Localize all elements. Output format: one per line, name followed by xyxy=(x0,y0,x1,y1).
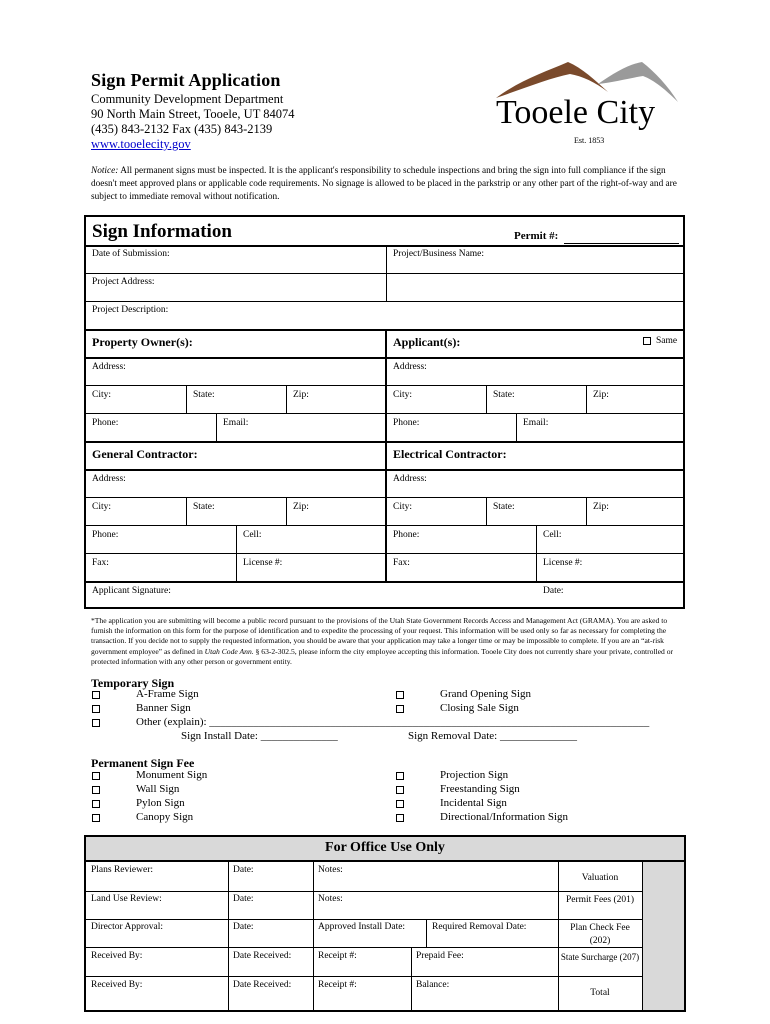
canopy-checkbox[interactable] xyxy=(92,814,100,822)
date-received-field-1[interactable]: Date Received: xyxy=(233,951,292,961)
wall-checkbox[interactable] xyxy=(92,786,100,794)
department-name: Community Development Department xyxy=(91,92,284,106)
owner-address-field[interactable]: Address: xyxy=(92,362,126,372)
general-contractor-heading: General Contractor: xyxy=(92,447,198,461)
gc-phone-field[interactable]: Phone: xyxy=(92,530,119,540)
owner-city-field[interactable]: City: xyxy=(92,390,112,400)
temporary-sign-heading: Temporary Sign xyxy=(91,676,175,690)
project-description-field[interactable]: Project Description: xyxy=(92,305,169,315)
tooele-city-logo xyxy=(490,58,685,150)
business-name-field[interactable]: Project/Business Name: xyxy=(393,249,485,259)
logo-wordmark: Tooele City xyxy=(496,94,656,131)
website-link[interactable]: www.tooelecity.gov xyxy=(91,137,191,151)
grama-text-2: § 63-2-302.5, please inform the city employee accepting this information. Tooele City does not currently share your private, controlled or protected information with any other person or government entity. xyxy=(91,646,674,666)
project-address-field[interactable]: Project Address: xyxy=(92,277,155,287)
banner-checkbox[interactable] xyxy=(92,705,100,713)
sign-information-table xyxy=(84,215,685,609)
notice-text xyxy=(91,165,683,204)
closing-sale-label: Closing Sale Sign xyxy=(440,702,519,714)
total-label: Total xyxy=(590,988,610,998)
gc-city-field[interactable]: City: xyxy=(92,502,112,512)
canopy-label: Canopy Sign xyxy=(136,811,194,823)
other-explain-field[interactable]: Other (explain): ________________________________________________________________________________ xyxy=(136,716,650,728)
closing-sale-checkbox[interactable] xyxy=(396,705,404,713)
grand-opening-label: Grand Opening Sign xyxy=(440,688,532,700)
permit-number-label: Permit #: xyxy=(514,230,559,242)
applicant-city-field[interactable]: City: xyxy=(393,390,413,400)
gc-fax-field[interactable]: Fax: xyxy=(92,558,109,568)
received-by-field-2[interactable]: Received By: xyxy=(91,980,143,990)
sign-install-date-field[interactable]: Sign Install Date: ______________ xyxy=(181,730,338,742)
plans-reviewer-date[interactable]: Date: xyxy=(233,865,254,875)
department-phone-fax: (435) 843-2132 Fax (435) 843-2139 xyxy=(91,122,273,136)
owner-phone-field[interactable]: Phone: xyxy=(92,418,119,428)
land-use-date[interactable]: Date: xyxy=(233,894,254,904)
same-label: Same xyxy=(656,336,678,346)
owner-state-field[interactable]: State: xyxy=(193,390,215,400)
ec-address-field[interactable]: Address: xyxy=(393,474,427,484)
a-frame-label: A-Frame Sign xyxy=(136,688,199,700)
ec-state-field[interactable]: State: xyxy=(493,502,515,512)
applicant-signature-field[interactable]: Applicant Signature: xyxy=(92,586,171,596)
director-approval-date[interactable]: Date: xyxy=(233,922,254,932)
receipt-field-1[interactable]: Receipt #: xyxy=(318,951,357,961)
gc-cell-field[interactable]: Cell: xyxy=(243,530,262,540)
applicant-zip-field[interactable]: Zip: xyxy=(593,390,609,400)
balance-field[interactable]: Balance: xyxy=(416,980,450,990)
gc-state-field[interactable]: State: xyxy=(193,502,215,512)
ec-fax-field[interactable]: Fax: xyxy=(393,558,410,568)
ec-city-field[interactable]: City: xyxy=(393,502,413,512)
applicant-email-field[interactable]: Email: xyxy=(523,418,549,428)
directional-checkbox[interactable] xyxy=(396,814,404,822)
monument-label: Monument Sign xyxy=(136,769,208,781)
pylon-label: Pylon Sign xyxy=(136,797,185,809)
date-received-field-2[interactable]: Date Received: xyxy=(233,980,292,990)
plans-reviewer-field[interactable]: Plans Reviewer: xyxy=(91,865,154,875)
grama-disclaimer xyxy=(91,616,683,667)
sign-info-title: Sign Information xyxy=(92,221,232,242)
property-owner-heading: Property Owner(s): xyxy=(92,335,193,349)
projection-checkbox[interactable] xyxy=(396,772,404,780)
applicant-phone-field[interactable]: Phone: xyxy=(393,418,420,428)
projection-label: Projection Sign xyxy=(440,769,509,781)
ec-zip-field[interactable]: Zip: xyxy=(593,502,609,512)
banner-label: Banner Sign xyxy=(136,702,191,714)
ec-cell-field[interactable]: Cell: xyxy=(543,530,562,540)
owner-zip-field[interactable]: Zip: xyxy=(293,390,309,400)
form-title: Sign Permit Application xyxy=(91,70,281,90)
office-use-header xyxy=(86,837,684,862)
state-surcharge-label: State Surcharge (207) xyxy=(560,952,640,962)
incidental-label: Incidental Sign xyxy=(440,797,507,809)
signature-date-field[interactable]: Date: xyxy=(543,586,564,596)
applicant-state-field[interactable]: State: xyxy=(493,390,515,400)
land-use-notes[interactable]: Notes: xyxy=(318,894,343,904)
electrical-contractor-heading: Electrical Contractor: xyxy=(393,447,507,461)
logo-established: Est. 1853 xyxy=(574,136,605,145)
grand-opening-checkbox[interactable] xyxy=(396,691,404,699)
notice-label: Notice: xyxy=(91,166,119,176)
valuation-label: Valuation xyxy=(581,873,619,883)
plan-check-fee-label: Plan Check Fee (202) xyxy=(570,923,630,946)
wall-label: Wall Sign xyxy=(136,783,180,795)
approved-install-date-field[interactable]: Approved Install Date: xyxy=(318,922,406,932)
received-by-field-1[interactable]: Received By: xyxy=(91,951,143,961)
pylon-checkbox[interactable] xyxy=(92,800,100,808)
land-use-review-field[interactable]: Land Use Review: xyxy=(91,894,162,904)
prepaid-fee-field[interactable]: Prepaid Fee: xyxy=(416,951,464,961)
gc-license-field[interactable]: License #: xyxy=(243,558,283,568)
receipt-field-2[interactable]: Receipt #: xyxy=(318,980,357,990)
ec-phone-field[interactable]: Phone: xyxy=(393,530,420,540)
freestanding-checkbox[interactable] xyxy=(396,786,404,794)
date-of-submission-field[interactable]: Date of Submission: xyxy=(92,249,170,259)
gc-zip-field[interactable]: Zip: xyxy=(293,502,309,512)
permit-fees-label: Permit Fees (201) xyxy=(565,895,635,905)
applicant-address-field[interactable]: Address: xyxy=(393,362,427,372)
permanent-sign-heading: Permanent Sign Fee xyxy=(91,756,195,770)
notice-body: All permanent signs must be inspected. It is the applicant's responsibility to schedule inspections and bring the sign into full compliance if the sign doesn't meet approved plans or applicable code requirements. No signage is allowed to be placed in the parkstrip or any other part of the right-of-way and are subject to immediate removal without notification. xyxy=(91,166,677,202)
grama-code: Utah Code Ann. xyxy=(204,646,254,656)
plans-reviewer-notes[interactable]: Notes: xyxy=(318,865,343,875)
incidental-checkbox[interactable] xyxy=(396,800,404,808)
freestanding-label: Freestanding Sign xyxy=(440,783,520,795)
sign-removal-date-field[interactable]: Sign Removal Date: ______________ xyxy=(408,730,577,742)
a-frame-checkbox[interactable] xyxy=(92,691,100,699)
other-checkbox[interactable] xyxy=(92,719,100,727)
director-approval-field[interactable]: Director Approval: xyxy=(91,922,164,932)
department-address: 90 North Main Street, Tooele, UT 84074 xyxy=(91,107,295,121)
office-use-title: For Office Use Only xyxy=(325,840,445,855)
required-removal-date-field[interactable]: Required Removal Date: xyxy=(432,922,527,932)
grama-text-1: *The application you are submitting will become a public record pursuant to the provisions of the Utah State Government Records Access and Management Act (GRAMA). You are asked to furnish the information on this form for the purpose of identification and to expedite the processing of your request. This information will be used only so far as necessary for completing the transaction. If you decide not to supply the requested information, you should be aware that your application may take a longer time or may be impossible to complete. If you are an “at-risk government employee” as defined in xyxy=(91,616,668,656)
gc-address-field[interactable]: Address: xyxy=(92,474,126,484)
ec-license-field[interactable]: License #: xyxy=(543,558,583,568)
directional-label: Directional/Information Sign xyxy=(440,811,568,823)
applicant-heading: Applicant(s): xyxy=(393,335,461,349)
owner-email-field[interactable]: Email: xyxy=(223,418,249,428)
monument-checkbox[interactable] xyxy=(92,772,100,780)
office-use-table xyxy=(84,835,686,1012)
